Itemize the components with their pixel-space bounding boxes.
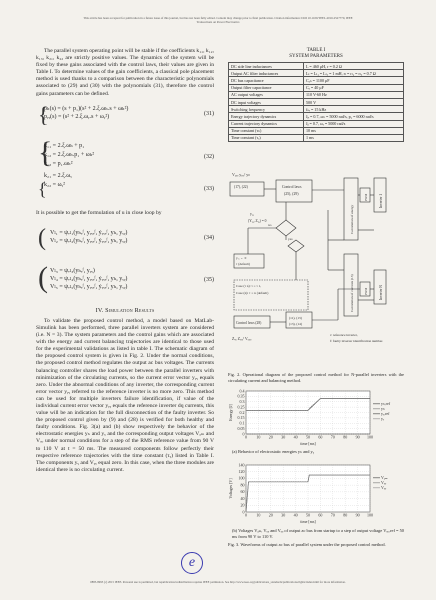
fig3a-caption: (a) Behavior of electrostatic energies yₕ and yᵧ	[232, 449, 314, 454]
voltage-x-tick-label: 50	[306, 512, 310, 518]
brace-31: {	[38, 101, 49, 127]
table-param-value: ξᵥ = 0.7, ωₕ = 5000 rad/s, p₁ = 6000 rad/s	[304, 113, 404, 120]
energy-legend-label-0: yₕ,ref	[381, 401, 391, 406]
equation-31	[36, 102, 214, 136]
voltage-x-tick-label: 30	[281, 512, 286, 518]
diagram-bottom-labels: Zᵧᵧ Zᵧᵧₑᶠ Vₒₒₒ	[232, 336, 252, 341]
eq33-line2: k₂₂ = ωᵧ²	[44, 181, 65, 188]
eq35-number: (35)	[204, 276, 214, 283]
pwm2-label: PWM	[364, 287, 368, 295]
eq31-line1: pₕ(s) = (s + p₁)(s² + 2.ξ.ωₕ.s + ωₕ²)	[44, 105, 129, 112]
yrr-label: yᵧᵧ	[250, 212, 254, 216]
table-param-value: Cₐₙ = 1100 μF	[304, 77, 404, 84]
eq35-line2: Vₗ₄ = ψᵥₗ₄(yₕₑᶠ, yᵧᵧₑᶠ, ẏᵧᵧₑᶠ, yₕ, yᵧᵧ)	[50, 275, 128, 282]
table-row	[229, 91, 404, 98]
voltage-y-tick-label: 120	[238, 469, 245, 475]
control-diagram	[228, 170, 404, 370]
handwritten-stamp: e	[181, 552, 203, 574]
voltage-y-tick-label: 20	[240, 502, 245, 508]
voltage-x-tick-label: 0	[245, 512, 247, 518]
table-param-name: Time constant (τᵧ)	[229, 134, 304, 141]
eq35-line1: Vₗ₃ = ψᵥₗ₃(yₕₑᶠ, yᵧᵧ)	[50, 267, 95, 274]
eq33-line1: k₂₁ = 2.ξ.ωᵧ	[44, 172, 72, 179]
energy-ctrl-label: (17), (22)	[234, 185, 248, 189]
fig3-caption: Fig. 3. Waveforms of output ac bus of parallel system under the proposed control method.	[228, 542, 386, 547]
yes-label: yes	[288, 237, 293, 241]
equation-34: ( Vₗ₁ = ψᵥₗ₁(yₕₑᶠ, yᵧᵧₑᶠ, ẏᵧᵧₑᶠ, yₕ, yᵧᵧ) Vₗ₂ = ψᵥₗ₂(yₕₑᶠ, yᵧᵧₑᶠ, ẏᵧᵧₑᶠ, yₕ, yᵧᵧ) (34)	[38, 224, 214, 251]
page-footer: 0885-8993 (c) 2015 IEEE. Personal use is permitted, but republication/redistribution requires IEEE permission. See http://www.ieee.org/publications_standards/publications/rights/index.html for more information.	[90, 580, 346, 584]
table-number: TABLE I	[306, 48, 326, 53]
decision-diamond	[276, 220, 296, 236]
energy-x-tick-label: 40	[293, 434, 298, 440]
table-param-name: Time constant (τₕ)	[229, 127, 304, 134]
table-param-name: AC output voltages	[229, 91, 304, 98]
energy-x-tick-label: 10	[256, 434, 261, 440]
control-laws-box	[276, 180, 312, 202]
table-row	[229, 77, 404, 84]
table-row	[229, 63, 404, 70]
table-param-value: ξᵢ = 0.7, ωᵧ = 5000 rad/s	[304, 120, 404, 127]
ctrl3-label: (13), (14)	[289, 322, 302, 326]
table-row	[229, 127, 404, 134]
energy-y-tick-label: 0.05	[237, 425, 245, 431]
diagram-top-labels: Vₐₒₒ yᵧᵧₑᶠ yₕ	[232, 172, 250, 177]
inverter1-label: Inverter 1	[379, 193, 383, 208]
parameters-table	[228, 62, 404, 142]
table-caption: SYSTEM PARAMETERS	[289, 54, 343, 59]
table-row	[229, 106, 404, 113]
case2-label: Case (n): τ = n (default)	[236, 291, 269, 295]
voltage-x-tick-label: 90	[355, 512, 360, 518]
left-column	[36, 48, 214, 474]
case1-label: Case (τ n): τ = τ 1,	[236, 284, 262, 288]
table-row	[229, 120, 404, 127]
eq31-number: (31)	[204, 110, 214, 117]
voltage-y-tick-label: 80	[240, 482, 245, 488]
table-param-value: Cₒ = 40 μF	[304, 84, 404, 91]
table-param-value: 110 V-60 Hz	[304, 91, 404, 98]
inverterN-label: Inverter N	[379, 285, 383, 300]
table-param-name: Output filter capacitance	[229, 84, 304, 91]
voltage-y-tick-label: 60	[240, 489, 245, 495]
energy-legend-label-1: yₕ	[381, 406, 385, 411]
table-param-value: 500 V	[304, 98, 404, 105]
energy-legend-label-3: yᵧ	[381, 416, 385, 421]
section-title: IV. Simulation Results	[95, 306, 155, 314]
voltage-y-tick-label: 100	[238, 475, 245, 481]
between-text: It is possible to get the formulation of u in close loop by	[36, 209, 162, 216]
voltage-x-tick-label: 10	[256, 512, 261, 518]
equation-35: ( Vₗ₃ = ψᵥₗ₃(yₕₑᶠ, yᵧᵧ) Vₗ₄ = ψᵥₗ₄(yₕₑᶠ, yᵧᵧₑᶠ, ẏᵧᵧₑᶠ, yₕ, yᵧᵧ) Vₗ₅ = ψᵥₗ₅(yₕₑᶠ, yᵧᵧₑᶠ, ẏᵧᵧₑᶠ, yₕ, yᵧᵧ) (35)	[38, 260, 214, 294]
eq33-number: (33)	[204, 185, 214, 192]
voltage-legend-label-1: Vₒₒ	[381, 480, 387, 485]
energy-x-tick-label: 50	[306, 434, 310, 440]
table-param-value: L = 460 μH, r = 0.2 Ω	[304, 63, 404, 70]
no-label: no	[268, 223, 272, 227]
voltage-x-tick-label: 100	[367, 512, 373, 518]
energy-x-tick-label: 60	[318, 434, 323, 440]
energy-x-tick-label: 100	[367, 434, 373, 440]
page-header	[8, 16, 428, 24]
energy-x-axis-label: time [ms]	[300, 441, 316, 446]
eq34-line2: Vₗ₂ = ψᵥₗ₂(yₕₑᶠ, yᵧᵧₑᶠ, ẏᵧᵧₑᶠ, yₕ, yᵧᵧ)	[50, 237, 128, 244]
voltage-x-tick-label: 80	[343, 512, 348, 518]
header-line-2: Transactions on Power Electronics	[196, 20, 240, 24]
table-param-name: Current trajectory dynamics	[229, 120, 304, 127]
energy-y-axis-label: Energy [J]	[228, 404, 233, 421]
energy-y-tick-label: 0.25	[237, 404, 245, 410]
table-row	[229, 98, 404, 105]
voltage-legend-label-2: Vₒₒ	[381, 485, 387, 490]
table-param-name: DC side line inductances	[229, 63, 304, 70]
eq35-line3: Vₗ₅ = ψᵥₗ₅(yₕₑᶠ, yᵧᵧₑᶠ, ẏᵧᵧₑᶠ, yₕ, yᵧᵧ)	[50, 283, 128, 290]
voltage-chart	[228, 462, 404, 524]
eq32-number: (32)	[204, 153, 214, 160]
control-laws-28-label: Control laws (28)	[236, 321, 262, 325]
condition-label: (Yᵧᵧ, Zᵧᵧ) = 0	[248, 219, 267, 223]
calc-energy-label: Calculation of energy	[350, 204, 354, 234]
header-line-1: This article has been accepted for publication in a future issue of this journal, but has not been fully edited. Content may change prior to final publication. Citation information: DOI 10.1109/TPEL.2016.2527770, IEEE	[83, 16, 353, 20]
eq34-number: (34)	[204, 234, 214, 241]
table-param-name: Switching frequency	[229, 106, 304, 113]
table-param-name: Output AC filter inductances	[229, 70, 304, 77]
voltage-y-tick-label: 0	[242, 509, 245, 515]
decision-diamond-2	[288, 240, 304, 252]
energy-x-tick-label: 90	[355, 434, 360, 440]
energy-y-tick-label: 0.35	[237, 393, 245, 399]
table-param-name: Energy trajectory dynamics	[229, 113, 304, 120]
energy-x-tick-label: 70	[330, 434, 335, 440]
calc-current-label: Calculation of currents (13)	[350, 274, 354, 312]
eq34-line1: Vₗ₁ = ψᵥₗ₁(yₕₑᶠ, yᵧᵧₑᶠ, ẏᵧᵧₑᶠ, yₕ, yᵧᵧ)	[50, 229, 128, 236]
ident-label: τ (default)	[236, 262, 250, 266]
brace-32: {	[38, 135, 53, 169]
yrr-ref-label: yᵧᵧ ← 0	[236, 256, 247, 260]
voltage-plot-area	[246, 465, 370, 512]
table-param-value: Lₗ = Lₗ₁ = Lₗ₂ = 1 mH, rₗ = rₗ₁ = rₗ₂ = 0.7 Ω	[304, 70, 404, 77]
control-laws-eq: (25), (29)	[284, 192, 299, 196]
energy-x-tick-label: 30	[281, 434, 286, 440]
legend-reference: r: reference inverter,	[330, 333, 358, 337]
pwm1-label: PWM	[364, 193, 368, 201]
table-row	[229, 70, 404, 77]
legend-faulty: f: faulty inverter identification number.	[330, 339, 384, 343]
control-laws-label: Control laws	[282, 185, 302, 189]
energy-y-tick-label: 0	[242, 431, 245, 437]
brace-33: {	[38, 178, 47, 199]
table-param-value: 1 ms	[304, 134, 404, 141]
voltage-legend-label-0: Vₐₘ	[381, 475, 388, 480]
table-param-name: DC input voltages	[229, 98, 304, 105]
table-row	[229, 134, 404, 141]
eq32-line2: k₁₂ = 2.ξ.ωₕ.p₁ + ωₕ²	[44, 151, 95, 158]
energy-x-tick-label: 80	[343, 434, 348, 440]
equation-32-33	[36, 135, 214, 204]
voltage-x-tick-label: 40	[293, 512, 298, 518]
energy-y-tick-label: 0.15	[237, 415, 245, 421]
energy-y-tick-label: 0.4	[239, 388, 245, 394]
energy-x-tick-label: 0	[245, 434, 247, 440]
table-row	[229, 113, 404, 120]
right-column	[228, 48, 404, 142]
ctrl2-label: (11), (13)	[289, 316, 302, 320]
eq31-line2: pᵧᵧ(s) = (s² + 2.ξ.ωᵧ.s + ωᵧ²)	[44, 113, 110, 120]
voltage-y-tick-label: 40	[240, 495, 245, 501]
fig3b-caption: (b) Voltages Vₐₘ, Vₒₒ and Vₒₒ of output ac bus from startup to a step of output voltage Vₒₒ,ref = 50 ms from 90 V to 110 V.	[232, 528, 404, 539]
energy-y-tick-label: 0.1	[239, 420, 245, 426]
energy-chart	[228, 388, 404, 446]
energy-y-tick-label: 0.3	[239, 399, 245, 405]
energy-x-tick-label: 20	[268, 434, 273, 440]
voltage-x-tick-label: 70	[330, 512, 335, 518]
table-row	[229, 84, 404, 91]
energy-y-tick-label: 0.2	[239, 409, 245, 415]
fig2-caption: Fig. 2. Operational diagram of the proposed control method for N-parallel inverters with the circulating current and balancing method.	[228, 372, 404, 383]
voltage-x-tick-label: 60	[318, 512, 323, 518]
table-param-value: 10 ms	[304, 127, 404, 134]
table-param-name: DC bus capacitance	[229, 77, 304, 84]
voltage-y-axis-label: Voltages [V]	[228, 478, 233, 499]
voltage-y-tick-label: 140	[238, 462, 245, 468]
simulation-paragraph: To validate the proposed control method, a model based on MatLab-Simulink has been performed, three parallel inverters system are considered (i.e. N = 3). The system parameters and the control gains which are associated with the energy and current balancing trajectories are identical to those used for the experimental validations as listed in table I. The schematic diagram of the proposed control system is given in Fig. 2. Under the normal conditions, the proposed control method regulates the output ac bus voltages. The currents balancing controller shares the load power between the parallel inverters with minimization of the circulating currents, so the current error vector yᵧᵧ equals zero. Under the abnormal conditions of any inverter, the corresponding current error vector yᵧᵧ referred to the reference inverter is no more zero. This method can be used for multiple inverters failure identification, if value of the individual current error vector yᵧᵧ equals the reference inverter dq currents, this value will be an indication for the full disconnection of the faulty inverter. So the proposed control given by (9) and (28) is verified for both healthy and faulty conditions. Fig. 3(a) and (b) show respectively the behavior of the electrostatic energies yₕ and yᵧ and the corresponding output voltages Vₐₘ and Vₒₒ under normal conditions for a step of the RMS reference value from 90 V to 110 V at t = 50 ms. The measured components follow perfectly their respective reference trajectories with the time constant (τᵧ) listed in Table I. The components yᵧ and Vᵧᵧ equal zero. In this case, when the three modules are identical there is no circulating current.	[36, 317, 214, 473]
intro-paragraph: The parallel system operating point will be stable if the coefficients k₁₁, k₁₂, k₁₃, k₂₁, k₂₂ are strictly positive values. The dynamics of the system will be fixed by these gains associated with the control laws, their values are given in Table I. To determine values of the gain coefficients, a classical pole placement method is used thanks to a comparison between the characteristic polynomials associated to (29) and (30) with the polynomials (31), therefore the control gains parameters can be defined.	[36, 48, 214, 97]
table-param-value: fₛᵥ = 15 kHz	[304, 106, 404, 113]
voltage-x-tick-label: 20	[268, 512, 273, 518]
table-title	[228, 48, 404, 60]
energy-legend-label-2: yᵧ,ref	[381, 411, 390, 416]
voltage-x-axis-label: time [ms]	[300, 519, 316, 524]
eq32-line1: k₁₁ = 2.ξ.ωₕ + p₁	[44, 142, 85, 149]
eq32-line3: k₁₃ = p₁.ωₕ²	[44, 160, 73, 167]
